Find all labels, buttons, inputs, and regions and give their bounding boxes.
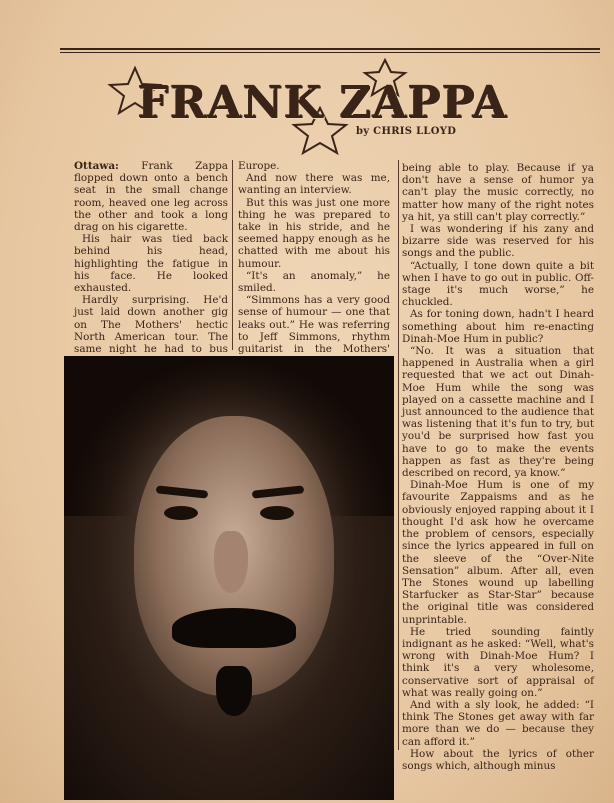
paragraph: But this was just one more thing he was prepared to take in his stride, and he seemed happy enough as he chatted with me about his humour. <box>238 196 390 270</box>
top-rule <box>60 48 600 50</box>
column-divider <box>398 160 399 750</box>
paragraph: “No. It was a situation that happened in Australia when a girl requested that we act out Dinah-Moe Hum while the song was played on a cassette machine and I just announced to the audience that was listening that it's fun to try, but you'd be surprised how fast you have to go to make the events happen as fast as they're being described on record, ya know.” <box>402 345 594 480</box>
article-byline: by CHRIS LLOYD <box>356 126 457 137</box>
paragraph: I was wondering if his zany and bizarre side was reserved for his songs and the public. <box>402 223 594 260</box>
paragraph: Ottawa: Frank Zappa flopped down onto a bench seat in the small change room, heaved one leg across the other and took a long drag on his cigarette. <box>74 160 228 234</box>
paragraph: “It's an anomaly,” he smiled. <box>238 269 390 295</box>
paragraph: “Simmons has a very good sense of humour — one that leaks out.” He was referring to Jeff Simmons, rhythm guitarist in the Mothers' <box>238 294 390 356</box>
paragraph: His hair was tied back behind his head, highlighting the fatigue in his face. He looked exhausted. <box>74 233 228 295</box>
paragraph: As for toning down, hadn't I heard something about him re-enacting Dinah-Moe Hum in public? <box>402 308 594 345</box>
text-column-3 <box>402 162 594 772</box>
paragraph: How about the lyrics of other songs which, although minus <box>402 747 594 772</box>
dateline: Ottawa: <box>74 160 119 172</box>
paragraph: He tried sounding faintly indignant as he asked: “Well, what's wrong with Dinah-Moe Hum? I think it's a very wholesome, conservative sort of appraisal of what was really going on.” <box>402 625 594 699</box>
article-title: FRANK ZAPPA <box>138 78 509 129</box>
photo-goatee <box>216 666 252 716</box>
text-column-2 <box>238 160 390 356</box>
paragraph: And now there was me, wanting an interview. <box>238 172 390 197</box>
photo-eye-left <box>164 506 198 520</box>
paragraph: being able to play. Because if ya don't have a sense of humor ya can't play the music correctly, no matter how many of the right notes ya hit, ya still can't play correctly.” <box>402 162 594 223</box>
paragraph: Dinah-Moe Hum is one of my favourite Zappaisms and as he obviously enjoyed rapping about it I thought I'd ask how he overcame the problem of censors, especially since the lyrics appeared in full on the sleeve of the “Over-Nite Sensation” album. After all, even The Stones wound up labelling Starfucker as Star-Star” because the original title was considered unprintable. <box>402 479 594 626</box>
top-rule-thin <box>60 52 600 53</box>
paragraph: “Actually, I tone down quite a bit when I have to go out in public. Off-stage it's much worse,” he chuckled. <box>402 259 594 309</box>
photo-eye-right <box>260 506 294 520</box>
portrait-photo <box>64 356 394 800</box>
paragraph: Europe. <box>238 160 280 172</box>
photo-nose <box>214 531 248 593</box>
column-divider <box>232 160 233 350</box>
paragraph: And with a sly look, he added: “I think The Stones get away with far more than we do — because they can afford it.” <box>402 698 594 748</box>
photo-mustache <box>172 608 296 648</box>
paragraph: Hardly surprising. He'd just laid down another gig on The Mothers' hectic North American tour. The same night he had to bus <box>74 294 228 356</box>
